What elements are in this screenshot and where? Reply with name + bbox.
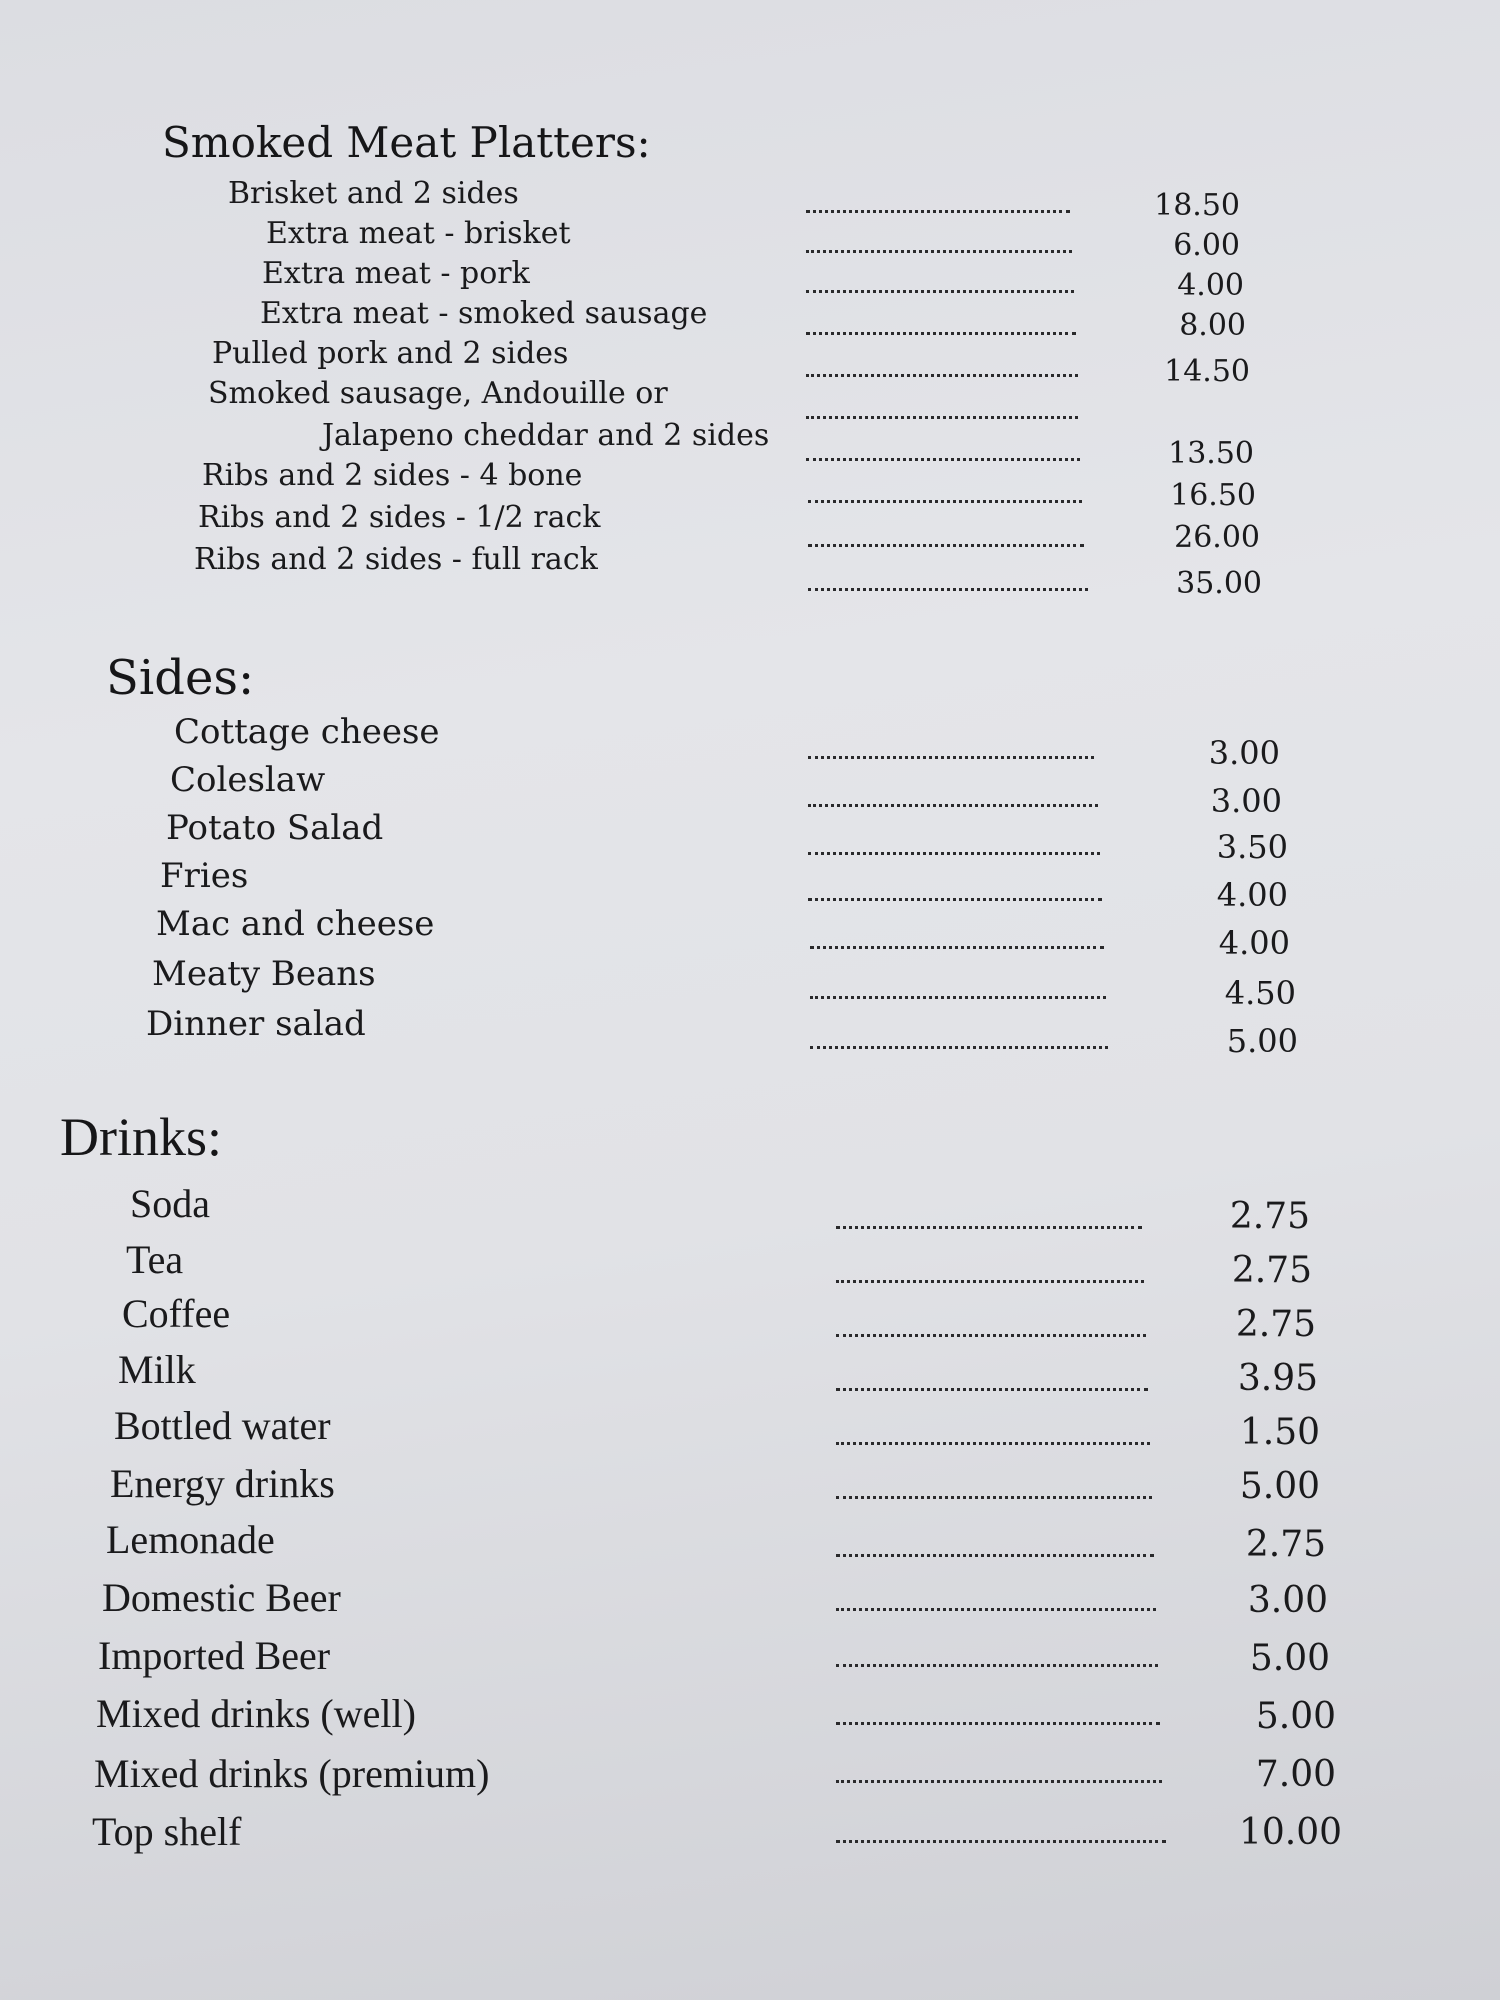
- dot-leader: [806, 458, 1080, 461]
- dot-leader: [836, 1280, 1144, 1283]
- item-name: Ribs and 2 sides - 4 bone: [202, 458, 583, 493]
- dot-leader: [806, 290, 1074, 293]
- item-name: Ribs and 2 sides - full rack: [194, 542, 598, 577]
- item-name: Lemonade: [106, 1517, 275, 1562]
- dot-leader: [836, 1608, 1156, 1611]
- item-price: 3.00: [1247, 1580, 1328, 1621]
- item-name: Mixed drinks (premium): [94, 1751, 490, 1796]
- item-price: 3.00: [1210, 782, 1282, 820]
- item-price: 2.75: [1229, 1196, 1310, 1237]
- dot-leader: [836, 1722, 1160, 1725]
- dot-leader: [808, 804, 1098, 807]
- item-name: Ribs and 2 sides - 1/2 rack: [198, 500, 601, 535]
- item-name: Meaty Beans: [152, 954, 376, 994]
- section-heading: Drinks:: [60, 1107, 222, 1167]
- dot-leader: [836, 1334, 1146, 1337]
- dot-leader: [836, 1388, 1148, 1391]
- dot-leader: [836, 1496, 1152, 1499]
- item-price: 5.00: [1239, 1466, 1320, 1507]
- dot-leader: [808, 852, 1100, 855]
- item-name: Brisket and 2 sides: [228, 176, 519, 211]
- item-name: Imported Beer: [98, 1633, 331, 1678]
- item-price: 3.95: [1237, 1358, 1318, 1399]
- item-price: 14.50: [1164, 354, 1250, 389]
- item-price: 8.00: [1179, 308, 1246, 343]
- item-name: Fries: [160, 856, 249, 896]
- item-price: 4.00: [1216, 876, 1288, 914]
- item-price: 5.00: [1255, 1696, 1336, 1737]
- dot-leader: [836, 1226, 1142, 1229]
- dot-leader: [808, 898, 1102, 901]
- item-name: Tea: [126, 1237, 184, 1282]
- item-name: Coleslaw: [170, 760, 326, 800]
- item-name: Mixed drinks (well): [96, 1691, 416, 1736]
- item-name: Pulled pork and 2 sides: [212, 336, 569, 371]
- item-name: Extra meat - brisket: [266, 216, 571, 251]
- dot-leader: [806, 416, 1078, 419]
- item-price: 5.00: [1249, 1638, 1330, 1679]
- item-price: 2.75: [1231, 1250, 1312, 1291]
- dot-leader: [810, 996, 1106, 999]
- item-name: Energy drinks: [110, 1461, 335, 1506]
- dot-leader: [836, 1840, 1166, 1843]
- item-price: 35.00: [1176, 566, 1262, 601]
- item-price: 4.00: [1177, 268, 1244, 303]
- item-price: 2.75: [1235, 1304, 1316, 1345]
- item-price: 4.50: [1224, 974, 1296, 1012]
- item-price: 3.50: [1216, 828, 1288, 866]
- dot-leader: [810, 946, 1104, 949]
- item-name: Extra meat - pork: [262, 256, 530, 291]
- item-name: Smoked sausage, Andouille or: [208, 376, 668, 411]
- item-price: 10.00: [1238, 1812, 1342, 1853]
- item-price: 6.00: [1173, 228, 1240, 263]
- item-price: 3.00: [1208, 734, 1280, 772]
- item-name: Bottled water: [114, 1403, 331, 1448]
- dot-leader: [806, 250, 1072, 253]
- item-name: Dinner salad: [146, 1004, 366, 1044]
- item-name: Jalapeno cheddar and 2 sides: [322, 418, 770, 453]
- dot-leader: [806, 210, 1070, 213]
- item-price: 26.00: [1174, 520, 1260, 555]
- dot-leader: [806, 374, 1078, 377]
- item-name: Milk: [118, 1347, 196, 1392]
- section-heading: Sides:: [106, 650, 255, 706]
- item-price: 1.50: [1239, 1412, 1320, 1453]
- item-name: Potato Salad: [166, 808, 384, 848]
- dot-leader: [808, 756, 1094, 759]
- item-name: Domestic Beer: [102, 1575, 341, 1620]
- dot-leader: [808, 588, 1088, 591]
- dot-leader: [836, 1442, 1150, 1445]
- item-name: Top shelf: [92, 1809, 242, 1854]
- item-name: Extra meat - smoked sausage: [260, 296, 708, 331]
- item-price: 5.00: [1226, 1022, 1298, 1060]
- dot-leader: [806, 332, 1076, 335]
- item-price: 2.75: [1245, 1524, 1326, 1565]
- item-price: 7.00: [1255, 1754, 1336, 1795]
- dot-leader: [810, 1046, 1108, 1049]
- item-price: 13.50: [1168, 436, 1254, 471]
- dot-leader: [836, 1664, 1158, 1667]
- item-price: 4.00: [1218, 924, 1290, 962]
- item-name: Soda: [130, 1181, 210, 1226]
- item-price: 18.50: [1154, 188, 1240, 223]
- dot-leader: [836, 1554, 1154, 1557]
- dot-leader: [836, 1780, 1162, 1783]
- item-name: Mac and cheese: [156, 904, 435, 944]
- dot-leader: [808, 544, 1084, 547]
- item-price: 16.50: [1170, 478, 1256, 513]
- item-name: Cottage cheese: [174, 712, 440, 752]
- dot-leader: [808, 500, 1082, 503]
- section-heading: Smoked Meat Platters:: [162, 118, 651, 167]
- item-name: Coffee: [122, 1291, 231, 1336]
